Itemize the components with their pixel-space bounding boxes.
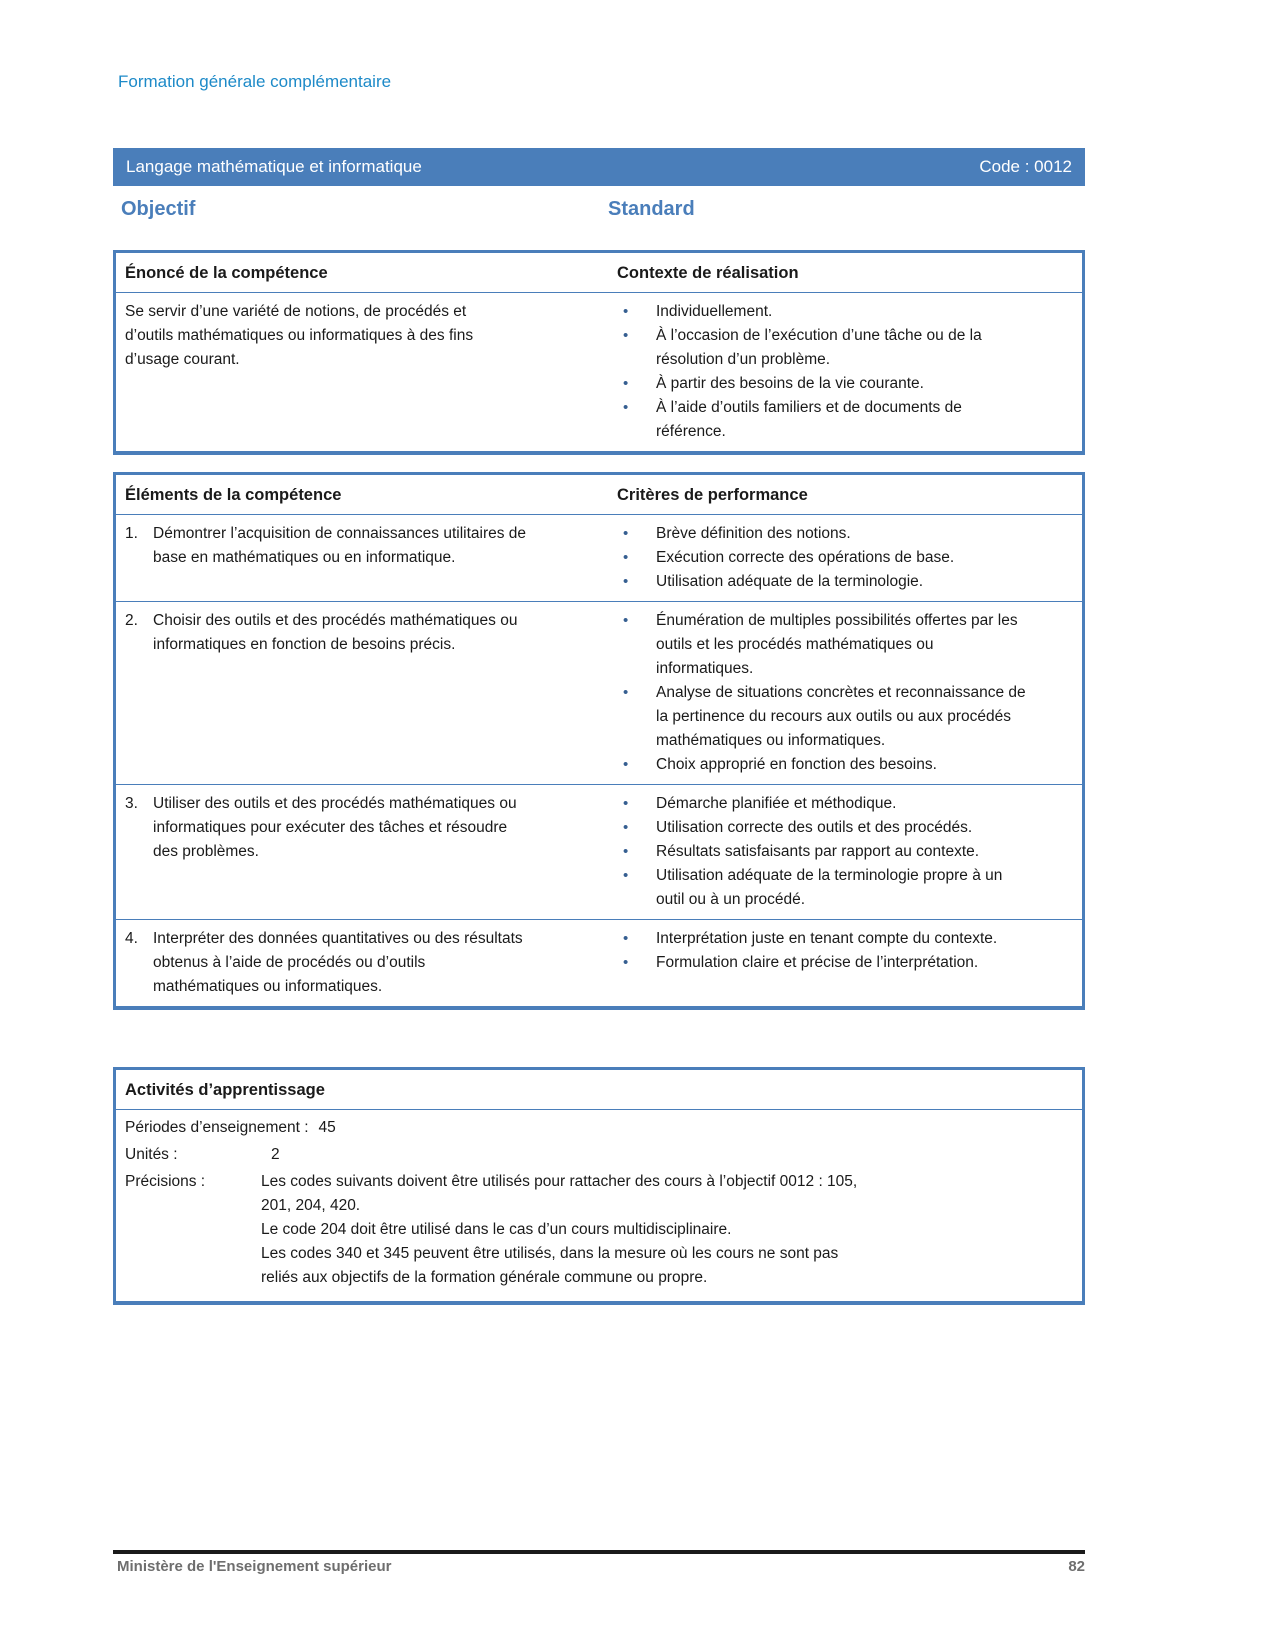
activity-precision-line: reliés aux objectifs de la formation générale commune ou propre. <box>261 1269 708 1286</box>
activities-header: Activités d’apprentissage <box>125 1081 325 1099</box>
bullet-icon: • <box>623 375 629 392</box>
bullet-icon: • <box>623 867 629 884</box>
bullet-text: Utilisation adéquate de la terminologie propre à un outil ou à un procédé. <box>656 867 1003 908</box>
activity-precision-line: Le code 204 doit être utilisé dans le cas d’un cours multidisciplinaire. <box>261 1221 732 1238</box>
bullet-item <box>616 300 1072 324</box>
bullet-text: Démarche planifiée et méthodique. <box>656 795 897 812</box>
bullet-text: À l’occasion de l’exécution d’une tâche ou de la résolution d’un problème. <box>656 327 982 368</box>
title-banner <box>113 148 1085 186</box>
activity-precision-line: 201, 204, 420. <box>261 1197 361 1214</box>
footer-ministry: Ministère de l'Enseignement supérieur <box>117 1558 392 1575</box>
bullet-text: Interprétation juste en tenant compte du contexte. <box>656 930 998 947</box>
criteres-bullet-list <box>616 792 1072 912</box>
criteres-cell <box>608 602 1082 784</box>
bullet-icon: • <box>623 549 629 566</box>
element-text: Démontrer l’acquisition de connaissances utilitaires de base en mathématiques ou en informatique. <box>153 525 527 566</box>
activity-label: Précisions : <box>125 1173 206 1190</box>
bullet-text: Utilisation adéquate de la terminologie. <box>656 573 924 590</box>
activity-precision-line: Les codes 340 et 345 peuvent être utilisés, dans la mesure où les cours ne sont pas <box>261 1245 839 1262</box>
element-text: Choisir des outils et des procédés mathématiques ou informatiques en fonction de besoins précis. <box>153 612 518 653</box>
element-number: 2. <box>125 612 138 629</box>
activity-precision-line: Les codes suivants doivent être utilisés pour rattacher des cours à l’objectif 0012 : 105, <box>261 1173 858 1190</box>
element-number: 4. <box>125 930 138 947</box>
bullet-item <box>616 372 1072 396</box>
bullet-item <box>616 927 1072 951</box>
element-number: 1. <box>125 525 138 542</box>
bullet-item <box>616 570 1072 594</box>
banner-code: Code : 0012 <box>979 157 1072 176</box>
bullet-item <box>616 951 1072 975</box>
bullet-item <box>616 324 1072 372</box>
footer-rule <box>113 1550 1085 1554</box>
bullet-icon: • <box>623 327 629 344</box>
bullet-text: À l’aide d’outils familiers et de documents de référence. <box>656 399 962 440</box>
bullet-icon: • <box>623 684 629 701</box>
bullet-text: Choix approprié en fonction des besoins. <box>656 756 937 773</box>
activity-row <box>125 1116 1070 1140</box>
element-row <box>116 784 1082 919</box>
activities-table <box>113 1067 1085 1305</box>
criteres-bullet-list <box>616 927 1072 975</box>
bullet-icon: • <box>623 756 629 773</box>
bullet-text: Brève définition des notions. <box>656 525 851 542</box>
column-headings <box>113 198 1085 230</box>
element-row <box>116 601 1082 784</box>
element-cell <box>116 785 608 919</box>
element-cell <box>116 602 608 784</box>
page-footer <box>113 1558 1085 1575</box>
bullet-icon: • <box>623 399 629 416</box>
element-cell <box>116 515 608 601</box>
element-number: 3. <box>125 795 138 812</box>
criteres-cell <box>608 920 1082 1006</box>
element-cell <box>116 920 608 1006</box>
activities-table-body <box>116 1110 1082 1301</box>
bullet-icon: • <box>623 303 629 320</box>
contexte-bullet-list <box>616 300 1072 444</box>
bullet-item <box>616 396 1072 444</box>
contexte-header: Contexte de réalisation <box>617 264 799 282</box>
competence-statement-cell <box>116 293 608 451</box>
activities-table-header <box>116 1070 1082 1110</box>
bullet-text: À partir des besoins de la vie courante. <box>656 375 924 392</box>
bullet-item <box>616 816 1072 840</box>
bullet-text: Énumération de multiples possibilités offertes par les outils et les procédés mathématiques ou informatiques. <box>656 612 1018 677</box>
criteres-bullet-list <box>616 609 1072 777</box>
element-text: Utiliser des outils et des procédés mathématiques ou informatiques pour exécuter des tâches et résoudre des problèmes. <box>153 795 517 860</box>
bullet-icon: • <box>623 930 629 947</box>
activity-label: Périodes d’enseignement : <box>125 1119 309 1136</box>
bullet-item <box>616 792 1072 816</box>
bullet-icon: • <box>623 819 629 836</box>
bullet-item <box>616 546 1072 570</box>
criteres-bullet-list <box>616 522 1072 594</box>
bullet-item <box>616 840 1072 864</box>
enonce-header: Énoncé de la compétence <box>125 264 328 282</box>
bullet-item <box>616 753 1072 777</box>
bullet-icon: • <box>623 795 629 812</box>
competence-table-body <box>116 293 1082 451</box>
competence-table-header <box>116 253 1082 293</box>
activity-value: 45 <box>318 1119 336 1136</box>
element-row <box>116 515 1082 601</box>
bullet-text: Utilisation correcte des outils et des procédés. <box>656 819 973 836</box>
bullet-icon: • <box>623 954 629 971</box>
criteres-cell <box>608 785 1082 919</box>
footer-page-number: 82 <box>1068 1558 1085 1575</box>
bullet-text: Formulation claire et précise de l’interprétation. <box>656 954 979 971</box>
competence-statement: Se servir d’une variété de notions, de procédés et d’outils mathématiques ou informatiques à des fins d’usage courant. <box>125 303 474 368</box>
activity-row <box>125 1143 1070 1167</box>
running-header: Formation générale complémentaire <box>118 72 392 91</box>
elements-table-rows <box>116 515 1082 1006</box>
activity-label: Unités : <box>125 1146 178 1163</box>
bullet-text: Individuellement. <box>656 303 773 320</box>
bullet-text: Résultats satisfaisants par rapport au contexte. <box>656 843 980 860</box>
element-text: Interpréter des données quantitatives ou des résultats obtenus à l’aide de procédés ou d’outils mathématiques ou informatiques. <box>153 930 523 995</box>
activity-value: 2 <box>271 1146 280 1163</box>
bullet-item <box>616 681 1072 753</box>
bullet-item <box>616 522 1072 546</box>
competence-table <box>113 250 1085 455</box>
elements-table-header <box>116 475 1082 515</box>
bullet-text: Analyse de situations concrètes et reconnaissance de la pertinence du recours aux outils ou aux procédés mathématiques ou informatiques. <box>656 684 1026 749</box>
element-row <box>116 919 1082 1006</box>
banner-title: Langage mathématique et informatique <box>126 157 422 176</box>
bullet-icon: • <box>623 843 629 860</box>
contexte-cell <box>608 293 1082 451</box>
bullet-icon: • <box>623 612 629 629</box>
elements-table <box>113 472 1085 1010</box>
standard-heading: Standard <box>608 198 695 220</box>
bullet-text: Exécution correcte des opérations de base. <box>656 549 955 566</box>
bullet-item <box>616 864 1072 912</box>
bullet-item <box>616 609 1072 681</box>
criteres-header: Critères de performance <box>617 486 808 504</box>
activity-value <box>261 1170 857 1290</box>
criteres-cell <box>608 515 1082 601</box>
elements-header: Éléments de la compétence <box>125 486 342 504</box>
activity-row <box>125 1170 1070 1290</box>
bullet-icon: • <box>623 525 629 542</box>
objectif-heading: Objectif <box>121 198 196 220</box>
bullet-icon: • <box>623 573 629 590</box>
